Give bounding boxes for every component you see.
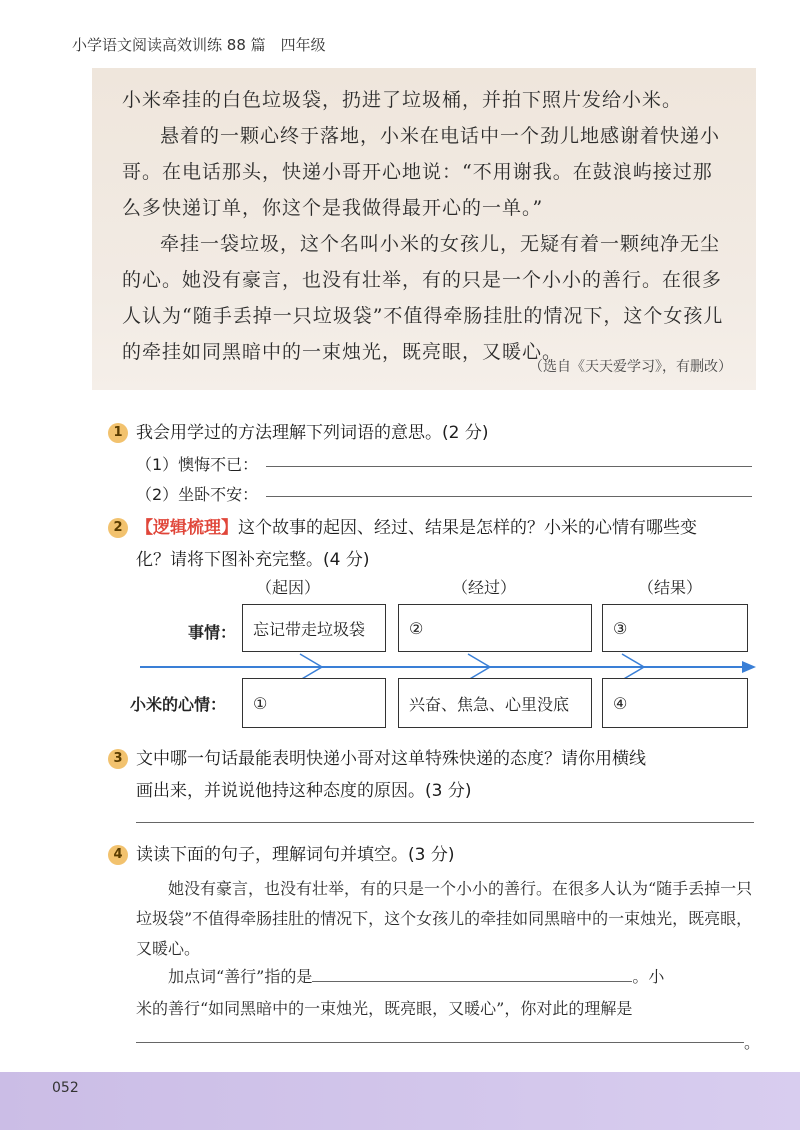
q1-item-2-label: （2）坐卧不安： bbox=[136, 485, 259, 504]
question-number-badge: 2 bbox=[108, 518, 128, 538]
question-number-badge: 3 bbox=[108, 749, 128, 769]
q4-quote: 她没有豪言，也没有壮举，有的只是一个小小的善行。在很多人认为“随手丢掉一只垃圾袋”不值得牵肠挂肚的情况下，这个女孩儿的牵挂如同黑暗中的一束烛光，既亮眼，又暖心。 bbox=[136, 879, 753, 958]
event-box-cause: 忘记带走垃圾袋 bbox=[242, 604, 386, 652]
question-3-line-2: 画出来，并说说他持这种态度的原因。(3 分) bbox=[136, 781, 472, 801]
question-2-text-1: 这个故事的起因、经过、结果是怎样的？小米的心情有哪些变 bbox=[238, 518, 697, 538]
event-box-3[interactable]: ③ bbox=[602, 604, 748, 652]
stage-cause: （起因） bbox=[256, 578, 321, 597]
stage-process: （经过） bbox=[452, 578, 517, 597]
q4-answer-line-2[interactable] bbox=[136, 1042, 744, 1043]
q4-fill-line-1 bbox=[136, 962, 760, 992]
event-box-2[interactable]: ② bbox=[398, 604, 592, 652]
page-number: 052 bbox=[52, 1080, 79, 1096]
row-label-event: 事情： bbox=[188, 623, 237, 642]
q4-fill-1-prefix: 加点词“善行”指的是 bbox=[168, 967, 313, 986]
stage-result: （结果） bbox=[638, 578, 703, 597]
q4-answer-blank-1[interactable] bbox=[312, 963, 632, 982]
question-2-line-2: 化？请将下图补充完整。(4 分) bbox=[136, 550, 370, 570]
page-footer-band bbox=[0, 1072, 800, 1130]
question-1-text: 我会用学过的方法理解下列词语的意思。(2 分) bbox=[136, 423, 489, 443]
question-1 bbox=[108, 418, 488, 443]
q4-end-mark: 。 bbox=[744, 1033, 761, 1052]
question-4 bbox=[108, 840, 454, 865]
passage-para-3: 牵挂一袋垃圾，这个名叫小米的女孩儿，无疑有着一颗纯净无尘的心。她没有豪言，也没有壮举，有的只是一个小小的善行。在很多人认为“随手丢掉一只垃圾袋”不值得牵肠挂肚的情况下，这个女孩儿的牵挂如同黑暗中的一束烛光，既亮眼，又暖心。 bbox=[122, 233, 724, 363]
row-label-mood: 小米的心情： bbox=[130, 695, 227, 714]
question-2 bbox=[108, 513, 697, 538]
question-4-text: 读读下面的句子，理解词句并填空。(3 分) bbox=[136, 845, 455, 865]
reading-passage bbox=[92, 68, 756, 390]
passage-source: （选自《天天爱学习》，有删改） bbox=[529, 359, 732, 375]
q1-answer-line-2[interactable] bbox=[266, 496, 752, 497]
q1-answer-line-1[interactable] bbox=[266, 466, 752, 467]
mood-box-1[interactable]: ① bbox=[242, 678, 386, 728]
book-header: 小学语文阅读高效训练 88 篇 四年级 bbox=[72, 36, 326, 54]
mood-box-process: 兴奋、焦急、心里没底 bbox=[398, 678, 592, 728]
question-number-badge: 4 bbox=[108, 845, 128, 865]
passage-para-2: 悬着的一颗心终于落地，小米在电话中一个劲儿地感谢着快递小哥。在电话那头，快递小哥开心地说：“不用谢我。在鼓浪屿接过那么多快递订单，你这个是我做得最开心的一单。” bbox=[122, 125, 721, 219]
q1-item-1-label: （1）懊悔不已： bbox=[136, 455, 259, 474]
q4-fill-line-2: 米的善行“如同黑暗中的一束烛光，既亮眼，又暖心”，你对此的理解是 bbox=[136, 999, 633, 1018]
logic-tag: 【逻辑梳理】 bbox=[136, 518, 238, 538]
question-number-badge: 1 bbox=[108, 423, 128, 443]
q3-answer-line[interactable] bbox=[136, 822, 754, 823]
question-3 bbox=[108, 744, 646, 769]
question-3-text-1: 文中哪一句话最能表明快递小哥对这单特殊快递的态度？请你用横线 bbox=[136, 749, 646, 769]
q4-fill-1-suffix: 。小 bbox=[632, 967, 665, 986]
mood-box-4[interactable]: ④ bbox=[602, 678, 748, 728]
passage-para-1: 小米牵挂的白色垃圾袋，扔进了垃圾桶，并拍下照片发给小米。 bbox=[122, 89, 683, 111]
